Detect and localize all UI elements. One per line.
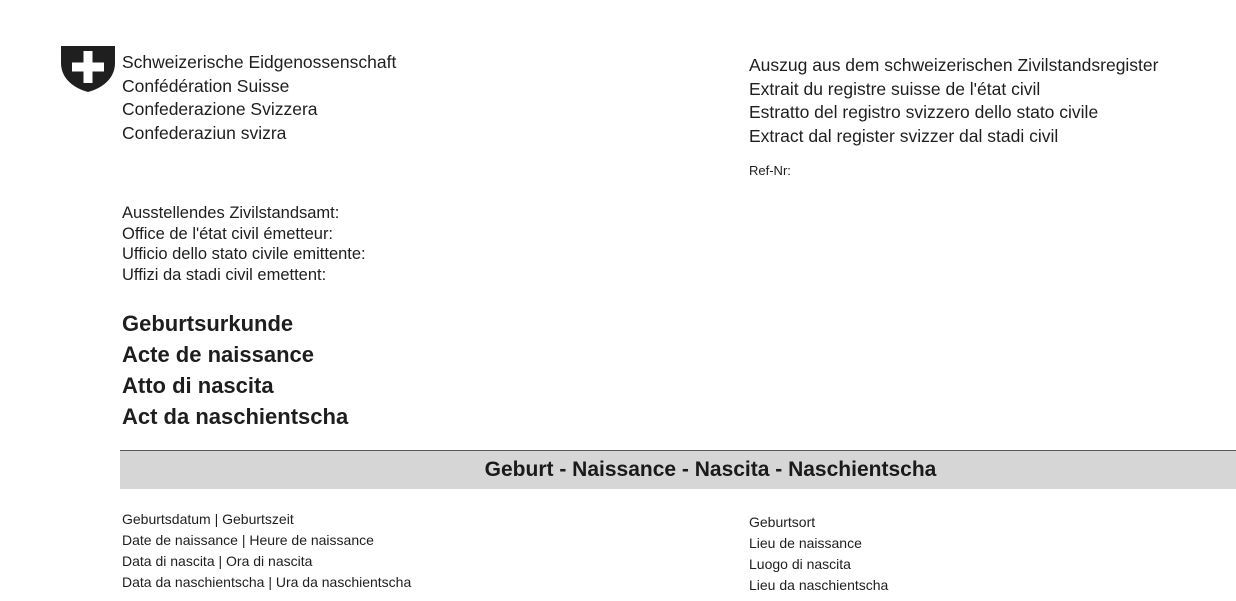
title-rm: Act da naschientscha [122,404,349,429]
register-line-it: Estratto del registro svizzero dello stato civile [749,102,1099,122]
register-extract-heading [749,54,1158,148]
register-line-fr: Extrait du registre suisse de l'état civil [749,78,1041,99]
federation-name-fr: Confédération Suisse [122,75,290,96]
birth-place-label-de: Geburtsort [749,514,816,530]
birth-place-labels [749,512,888,596]
birth-date-label-fr: Date de naissance | Heure de naissance [122,532,374,548]
birth-place-label-fr: Lieu de naissance [749,535,862,551]
register-line-rm: Extract dal register svizzer dal stadi civil [749,125,1059,146]
office-label-rm: Uffizi da stadi civil emettent: [122,265,327,284]
birth-date-label-it: Data di nascita | Ora di nascita [122,553,313,569]
office-label-de: Ausstellendes Zivilstandsamt: [122,204,340,222]
document-title [122,308,348,432]
federation-name-de: Schweizerische Eidgenossenschaft [122,52,397,72]
birth-section-header [120,450,1236,489]
federation-names [122,51,396,145]
ref-number-label: Ref-Nr: [749,163,791,178]
federation-name-rm: Confederaziun svizra [122,122,287,143]
birth-place-label-it: Luogo di nascita [749,556,851,572]
birth-date-label-rm: Data da naschientscha | Ura da naschientscha [122,574,412,590]
birth-date-time-labels [122,509,411,593]
title-fr: Acte de naissance [122,342,314,367]
office-label-it: Ufficio dello stato civile emittente: [122,245,366,263]
birth-date-label-de: Geburtsdatum | Geburtszeit [122,511,294,527]
title-it: Atto di nascita [122,373,274,398]
birth-section-heading: Geburt - Naissance - Nascita - Naschientscha [484,458,937,481]
swiss-coat-of-arms-icon [58,43,118,93]
issuing-office-labels [122,203,366,285]
register-line-de: Auszug aus dem schweizerischen Zivilstandsregister [749,55,1159,75]
office-label-fr: Office de l'état civil émetteur: [122,224,334,243]
federation-name-it: Confederazione Svizzera [122,99,318,119]
birth-place-label-rm: Lieu da naschientscha [749,577,889,593]
title-de: Geburtsurkunde [122,311,294,336]
